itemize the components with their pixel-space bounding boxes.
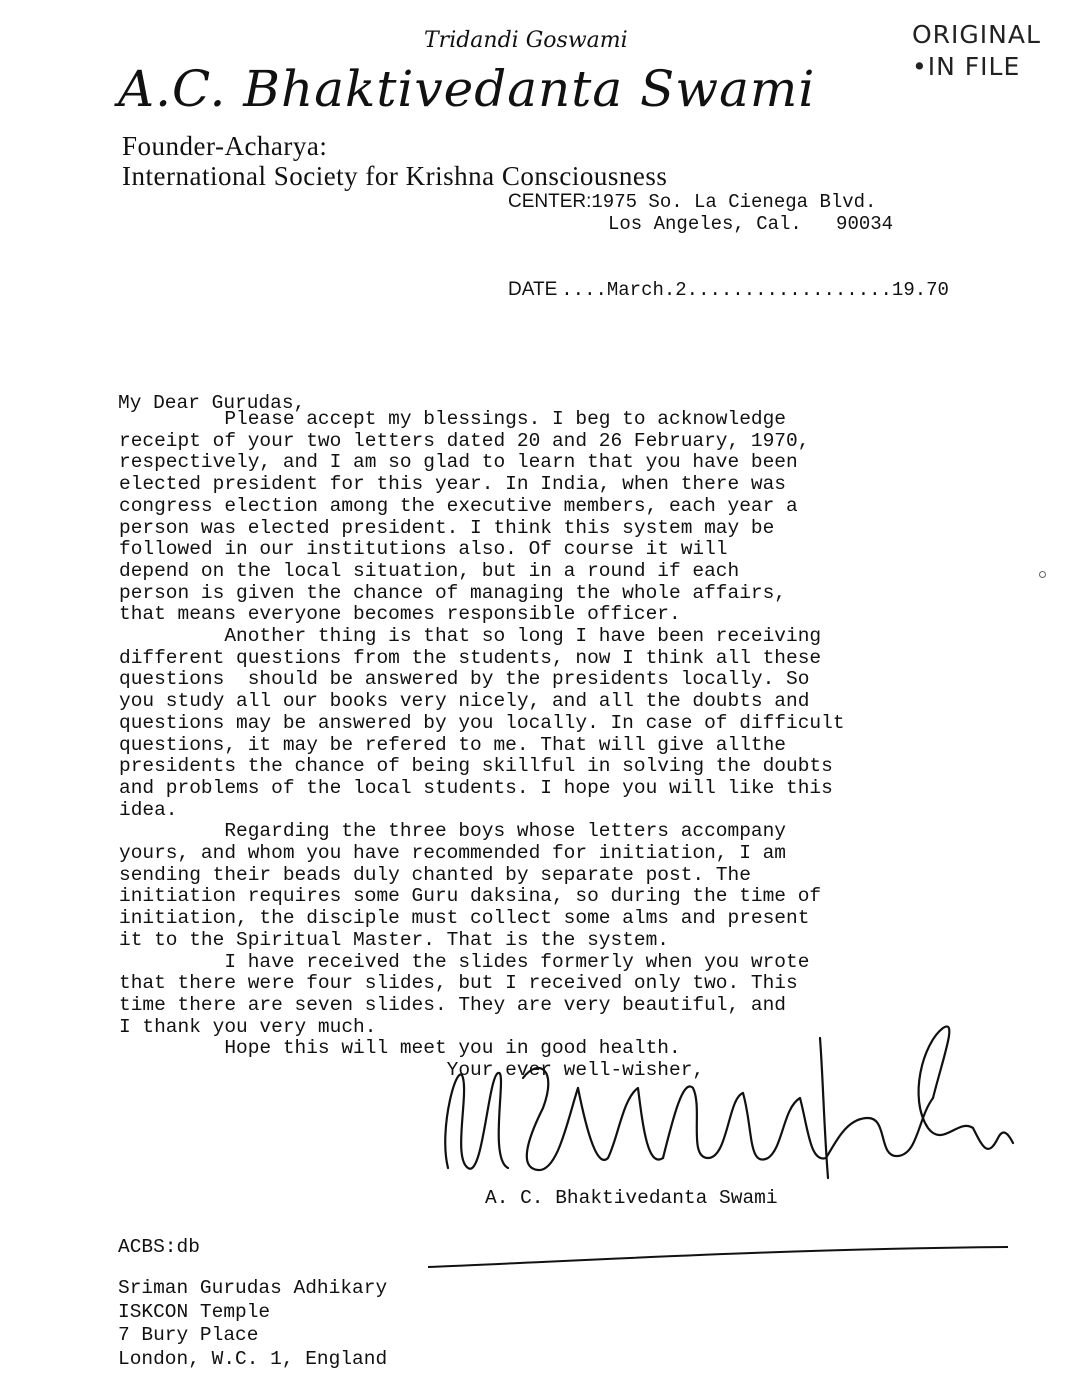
handwritten-signature (428, 1018, 1018, 1198)
text-line: followed in our institutions also. Of course it will (119, 538, 728, 561)
divider-line (428, 1241, 1008, 1271)
text-line: you study all our books very nicely, and all the doubts and (119, 690, 810, 713)
text-line: that there were four slides, but I received only two. This (119, 972, 798, 995)
text-line: different questions from the students, now I think all these (119, 646, 822, 669)
date-line (508, 279, 949, 301)
text-line: congress election among the executive members, each year a (119, 494, 798, 517)
salutation: My Dear Gurudas, (118, 392, 306, 414)
date-label: DATE (508, 279, 558, 300)
text-line: depend on the local situation, but in a round if each (119, 559, 740, 582)
text-line: Sriman Gurudas Adhikary (118, 1277, 388, 1299)
center-label: CENTER: (508, 191, 592, 212)
text-line: person is given the chance of managing the whole affairs, (119, 581, 787, 604)
letter-body (119, 409, 845, 1082)
center-street: 1975 So. La Cienega Blvd. (591, 191, 877, 213)
society-line: International Society for Krishna Consciousness (122, 161, 668, 191)
text-line: ISKCON Temple (118, 1300, 271, 1323)
text-line: Please accept my blessings. I beg to acknowledge (119, 408, 787, 430)
file-stamp-line-2: •IN FILE (912, 52, 1021, 81)
text-line: I thank you very much. (119, 1015, 377, 1038)
text-line: that means everyone becomes responsible officer. (119, 603, 681, 626)
margin-mark (1039, 571, 1046, 578)
reference-initials: ACBS:db (118, 1236, 200, 1258)
text-line: Your ever well-wisher, (119, 1059, 705, 1082)
text-line: I have received the slides formerly when you wrote (119, 950, 810, 973)
letterhead-title-main: A.C. Bhaktivedanta Swami (118, 60, 816, 118)
text-line: respectively, and I am so glad to learn that you have been (119, 451, 798, 474)
file-stamp-line-1: ORIGINAL (912, 20, 1041, 49)
text-line: time there are seven slides. They are very beautiful, and (119, 993, 787, 1016)
date-value: ....March.2..................19.70 (561, 279, 949, 301)
text-line: Regarding the three boys whose letters accompany (119, 820, 787, 843)
typed-signature-name: A. C. Bhaktivedanta Swami (485, 1187, 778, 1209)
recipient-address (118, 1277, 387, 1371)
text-line: yours, and whom you have recommended for initiation, I am (119, 842, 787, 865)
text-line: Hope this will meet you in good health. (119, 1037, 681, 1060)
text-line: sending their beads duly chanted by separate post. The (119, 863, 751, 886)
founder-line: Founder-Acharya: (122, 131, 328, 161)
text-line: 7 Bury Place (118, 1324, 259, 1346)
text-line: initiation, the disciple must collect some alms and present (119, 907, 810, 930)
letterhead-title-small: Tridandi Goswami (424, 28, 628, 53)
text-line: receipt of your two letters dated 20 and 26 February, 1970, (119, 429, 810, 452)
text-line: questions may be answered by you locally. In case of difficult (119, 711, 845, 734)
text-line: person was elected president. I think this system may be (119, 516, 775, 539)
text-line: London, W.C. 1, England (118, 1347, 388, 1370)
text-line: idea. (119, 798, 178, 821)
text-line: it to the Spiritual Master. That is the system. (119, 928, 669, 951)
center-city: Los Angeles, Cal. 90034 (608, 213, 894, 235)
text-line: presidents the chance of being skillful in solving the doubts (119, 755, 833, 778)
text-line: initiation requires some Guru daksina, so during the time of (119, 885, 822, 908)
text-line: Another thing is that so long I have been receiving (119, 625, 822, 648)
text-line: questions should be answered by the presidents locally. So (119, 668, 810, 691)
text-line: elected president for this year. In India, when there was (119, 473, 787, 496)
center-address (508, 191, 876, 213)
text-line: and problems of the local students. I hope you will like this (119, 776, 833, 799)
text-line: questions, it may be refered to me. That will give allthe (119, 733, 787, 756)
